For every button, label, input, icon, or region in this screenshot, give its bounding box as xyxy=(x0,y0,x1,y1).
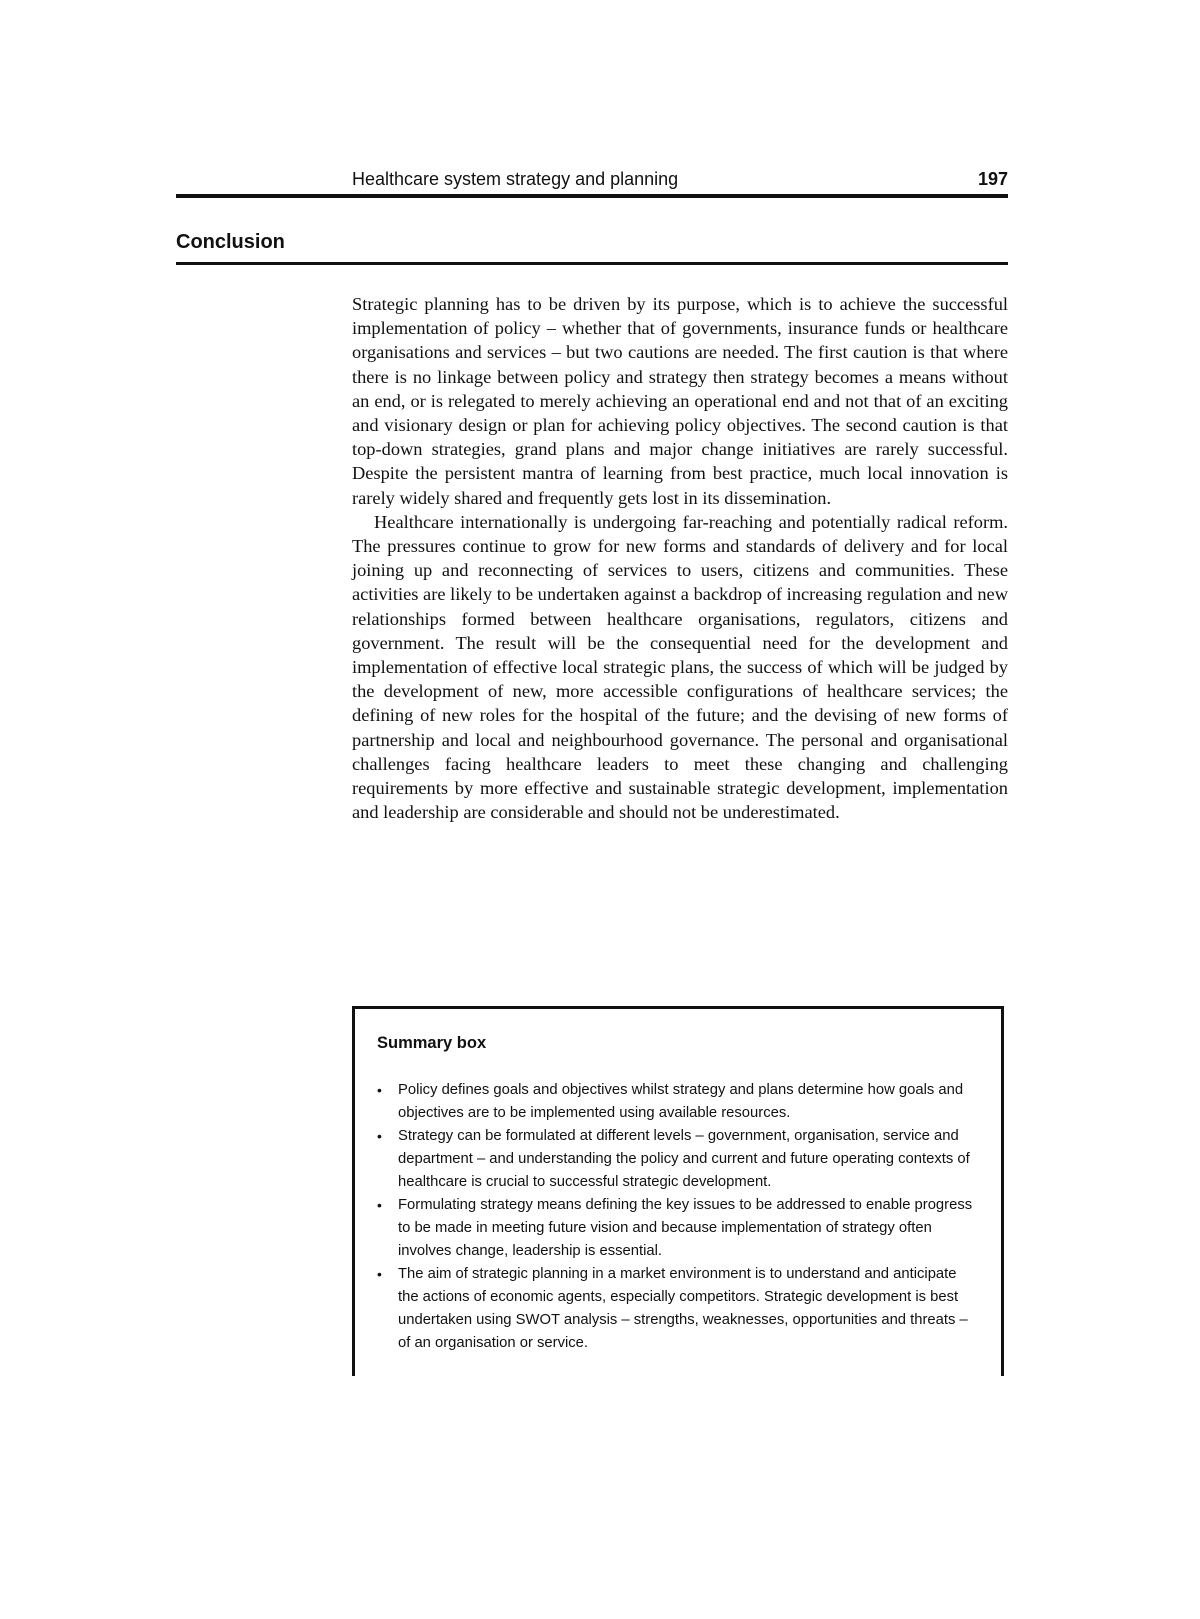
section-heading-text: Conclusion xyxy=(176,231,285,253)
body-paragraph-1: Strategic planning has to be driven by its purpose, which is to achieve the successful implementation of policy – whether that of governments, insurance funds or healthcare organisations and services – but two cautions are needed. The first caution is that where there is no linkage between policy and strategy then strategy becomes a means without an end, or is relegated to merely achieving an operational end and not that of an exciting and visionary design or plan for achieving policy objectives. The second caution is that top-down strategies, grand plans and major change initiatives are rarely successful. Despite the persistent mantra of learning from best practice, much local innovation is rarely widely shared and frequently gets lost in its dissemination. xyxy=(352,294,1008,508)
running-header xyxy=(176,168,1008,198)
summary-item-text: Policy defines goals and objectives whilst strategy and plans determine how goals and objectives are to be implemented using available resources. xyxy=(398,1082,964,1121)
summary-item xyxy=(377,1263,977,1355)
summary-item xyxy=(377,1125,977,1194)
page-number: 197 xyxy=(977,169,1008,189)
summary-box-title: Summary box xyxy=(377,1034,487,1052)
summary-item-text: Formulating strategy means defining the key issues to be addressed to enable progress to be made in meeting future vision and because implementation of strategy often involves change, leadership is essential. xyxy=(398,1197,973,1259)
summary-item xyxy=(377,1079,977,1125)
summary-item-text: Strategy can be formulated at different levels – government, organisation, service and department – and understanding the policy and current and future operating contexts of healthcare is crucial to successful strategic development. xyxy=(398,1128,970,1190)
running-title: Healthcare system strategy and planning xyxy=(352,169,679,189)
summary-item-text: The aim of strategic planning in a market environment is to understand and anticipate the actions of economic agents, especially competitors. Strategic development is best undertaken using SWOT analysis – strengths, weaknesses, opportunities and threats – of an organisation or service. xyxy=(398,1266,968,1351)
summary-list xyxy=(377,1079,977,1355)
bullet-icon: • xyxy=(377,1197,382,1213)
section-heading xyxy=(176,230,1008,265)
bullet-icon: • xyxy=(377,1082,382,1098)
summary-item xyxy=(377,1194,977,1263)
body-paragraph-2: Healthcare internationally is undergoing far-reaching and potentially radical reform. The pressures continue to grow for new forms and standards of delivery and for local joining up and reconnecting of services to users, citizens and communities. These activities are likely to be undertaken against a backdrop of increasing regulation and new relationships formed between healthcare organisations, regulators, citizens and government. The result will be the consequential need for the development and implementation of effective local strategic plans, the success of which will be judged by the development of new, more accessible configurations of healthcare services; the defining of new roles for the hospital of the future; and the devising of new forms of partnership and local and neighbourhood governance. The personal and organisational challenges facing healthcare leaders to meet these changing and challenging requirements by more effective and sustainable strategic development, implementation and leadership are considerable and should not be underestimated. xyxy=(352,511,1008,823)
bullet-icon: • xyxy=(377,1128,382,1144)
body-text xyxy=(352,292,1008,824)
bullet-icon: • xyxy=(377,1266,382,1282)
summary-box xyxy=(352,1006,1004,1376)
